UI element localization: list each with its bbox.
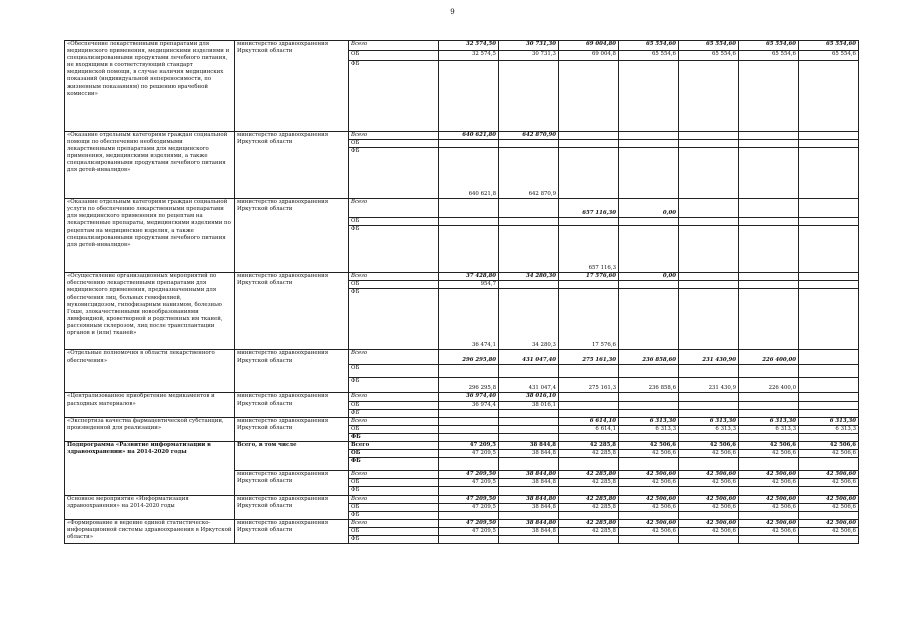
cell: 42 506,60 (679, 495, 739, 503)
cell: 42 285,8 (559, 450, 619, 458)
cell: 38 016,1 (499, 401, 559, 409)
executor: министерство здравоохранения Иркутской области (235, 199, 349, 273)
activity-name: «Оказание отдельным категориям граждан социальной услуги по обеспечению лекарственными препаратами для медицинского применения по рецептам на лекарственные препараты, медицинскими изделиями по рецептам на медицинские изделия, а также специализированными продуктами лечебного питания для детей-инвалидов» (65, 199, 235, 273)
source-label: ОБ (349, 450, 439, 458)
cell: 65 554,6 (799, 51, 859, 61)
cell: 42 506,6 (679, 503, 739, 511)
cell: 0,00 (619, 273, 679, 281)
subprogram-name: Подпрограмма «Развитие информатизации в здравоохранении» на 2014-2020 годы (65, 442, 235, 495)
source-label: ФБ (349, 511, 439, 519)
cell: 65 554,60 (799, 41, 859, 51)
cell: 47 209,50 (439, 471, 499, 479)
cell: 42 506,6 (619, 479, 679, 487)
table-row (65, 199, 859, 218)
cell: 236 858,60 (619, 350, 679, 365)
cell: 32 574,50 (439, 41, 499, 51)
cell: 42 506,6 (739, 503, 799, 511)
table-row (65, 132, 859, 140)
cell: 38 844,80 (499, 495, 559, 503)
cell: 47 209,5 (439, 503, 499, 511)
cell: 42 506,60 (619, 495, 679, 503)
cell: 42 506,60 (679, 519, 739, 527)
cell: 47 209,5 (439, 527, 499, 535)
activity-name: «Обеспечение лекарственными препаратами для медицинского применения, медицинскими изделиями и специализированными продуктами лечебного питания, не входящими в соответствующий стандарт медицинской помощи, в случае наличия медицинских показаний (индивидуальной непереносимости, по жизненным показаниям) по решению врачебной комиссии» (65, 41, 235, 132)
activity-name: «Оказание отдельным категориям граждан социальной помощи по обеспечению необходимыми лекарственными препаратами для медицинского применения, медицинскими изделиями, а также специализированными продуктами лечебного питания для детей-инвалидов» (65, 132, 235, 199)
cell: 42 506,6 (799, 503, 859, 511)
cell: 42 506,6 (799, 450, 859, 458)
cell: 34 280,30 (499, 273, 559, 281)
cell: 42 285,80 (559, 471, 619, 479)
cell: 6 614,1 (559, 425, 619, 433)
cell: 226 400,00 (739, 350, 799, 365)
cell: 42 506,6 (799, 479, 859, 487)
executor: министерство здравоохранения Иркутской области (235, 471, 349, 495)
cell: 6 313,3 (619, 425, 679, 433)
cell: 42 506,60 (739, 471, 799, 479)
source-label: Всего (349, 132, 439, 140)
cell: 30 731,3 (499, 51, 559, 61)
table-row (65, 393, 859, 401)
cell: 47 209,50 (439, 495, 499, 503)
executor: министерство здравоохранения Иркутской области (235, 519, 349, 543)
source-label: ФБ (349, 289, 439, 350)
activity-name: «Экспертиза качества фармацевтической субстанции, произведенной для реализации» (65, 417, 235, 441)
cell: 65 554,6 (619, 51, 679, 61)
source-label: ОБ (349, 140, 439, 148)
cell: 47 209,5 (439, 450, 499, 458)
cell: 42 506,6 (619, 527, 679, 535)
cell: 642 870,90 (499, 132, 559, 140)
source-label: Всего (349, 273, 439, 281)
cell: 38 844,80 (499, 519, 559, 527)
cell: 32 574,5 (439, 51, 499, 61)
source-label: ФБ (349, 61, 439, 132)
cell: 42 506,60 (799, 495, 859, 503)
table-row (65, 442, 859, 450)
cell: 42 506,60 (739, 519, 799, 527)
cell: 17 576,6 (559, 289, 619, 350)
source-label: ФБ (349, 226, 439, 273)
source-label: ОБ (349, 527, 439, 535)
cell: 6 614,10 (559, 417, 619, 425)
cell: 38 844,8 (499, 527, 559, 535)
cell: 42 285,8 (559, 527, 619, 535)
cell: 640 621,8 (439, 148, 499, 199)
cell: 42 506,6 (679, 450, 739, 458)
cell: 38 844,80 (499, 471, 559, 479)
cell: 65 554,60 (739, 41, 799, 51)
cell: 38 844,8 (499, 479, 559, 487)
activity-name: «Формирование и ведение единой статистическо-информационной системы здравоохранения в Иркутской области» (65, 519, 235, 543)
cell: 0,00 (619, 199, 679, 218)
cell: 42 285,80 (559, 519, 619, 527)
source-label: Всего (349, 495, 439, 503)
cell: 275 161,30 (559, 350, 619, 365)
cell: 42 285,8 (559, 503, 619, 511)
cell: 657 116,30 (559, 199, 619, 218)
table-row (65, 417, 859, 425)
cell: 30 731,30 (499, 41, 559, 51)
cell: 42 506,6 (799, 527, 859, 535)
source-label: ФБ (349, 378, 439, 393)
source-label: ОБ (349, 218, 439, 226)
source-label: ФБ (349, 458, 439, 471)
cell: 17 576,60 (559, 273, 619, 281)
cell: 6 313,3 (799, 425, 859, 433)
cell: 236 858,6 (619, 378, 679, 393)
activity-name: «Осуществление организационных мероприятий по обеспечению лекарственными препаратами для медицинского применения, предназначенными для обеспечения лиц, больных гемофилией, муковисцидозом, гипофизарным нанизмом, болезнью Гоше, злокачественными новообразованиями лимфоидной, кроветворной и родственных им тканей, рассеянным склерозом, лиц после трансплантации органов и (или) тканей» (65, 273, 235, 350)
source-label: Всего (349, 350, 439, 365)
executor: министерство здравоохранения Иркутской области (235, 273, 349, 350)
executor: Всего, в том числе (235, 442, 349, 471)
cell: 38 844,8 (499, 503, 559, 511)
cell: 38 844,8 (499, 442, 559, 450)
cell: 42 506,6 (739, 442, 799, 450)
cell: 42 285,80 (559, 495, 619, 503)
cell: 42 506,60 (799, 519, 859, 527)
cell: 42 506,6 (619, 503, 679, 511)
cell: 65 554,60 (619, 41, 679, 51)
cell: 69 004,80 (559, 41, 619, 51)
cell: 65 554,60 (679, 41, 739, 51)
cell: 6 313,30 (619, 417, 679, 425)
source-label: Всего (349, 393, 439, 401)
cell: 42 506,60 (619, 471, 679, 479)
source-label: ОБ (349, 425, 439, 433)
cell: 36 974,4 (439, 401, 499, 409)
cell: 38 844,8 (499, 450, 559, 458)
cell: 6 313,30 (739, 417, 799, 425)
source-label: Всего (349, 41, 439, 51)
source-label: ОБ (349, 503, 439, 511)
cell: 6 313,3 (679, 425, 739, 433)
source-label: Всего (349, 519, 439, 527)
cell: 275 161,3 (559, 378, 619, 393)
cell: 42 506,6 (619, 442, 679, 450)
source-label: ОБ (349, 51, 439, 61)
cell: 42 285,8 (559, 442, 619, 450)
cell: 954,7 (439, 281, 499, 289)
source-label: Всего (349, 471, 439, 479)
cell: 6 313,30 (679, 417, 739, 425)
source-label: ОБ (349, 479, 439, 487)
source-label: Всего (349, 199, 439, 218)
cell: 42 506,6 (679, 442, 739, 450)
cell: 6 313,3 (739, 425, 799, 433)
cell: 296 295,80 (439, 350, 499, 365)
source-label: ОБ (349, 401, 439, 409)
source-label: Всего (349, 442, 439, 450)
cell: 231 430,9 (679, 378, 739, 393)
cell: 657 116,3 (559, 226, 619, 273)
table-row (65, 41, 859, 51)
executor: министерство здравоохранения Иркутской области (235, 417, 349, 441)
cell: 42 506,6 (679, 527, 739, 535)
cell: 42 285,8 (559, 479, 619, 487)
cell: 65 554,6 (679, 51, 739, 61)
table-row (65, 350, 859, 365)
cell: 42 506,6 (739, 450, 799, 458)
cell: 47 209,5 (439, 442, 499, 450)
cell: 231 430,90 (679, 350, 739, 365)
cell: 642 870,9 (499, 148, 559, 199)
page-number: 9 (450, 8, 455, 16)
cell: 42 506,60 (679, 471, 739, 479)
cell: 37 428,80 (439, 273, 499, 281)
table-row (65, 273, 859, 281)
source-label: ФБ (349, 487, 439, 495)
source-label: ФБ (349, 535, 439, 543)
cell: 36 474,1 (439, 289, 499, 350)
source-label: Всего (349, 417, 439, 425)
cell: 296 295,8 (439, 378, 499, 393)
activity-name: «Отдельные полномочия в области лекарственного обеспечения» (65, 350, 235, 393)
cell: 34 280,3 (499, 289, 559, 350)
cell: 431 047,40 (499, 350, 559, 365)
cell: 42 506,6 (739, 527, 799, 535)
cell: 47 209,5 (439, 479, 499, 487)
cell: 6 313,30 (799, 417, 859, 425)
cell: 42 506,6 (619, 450, 679, 458)
activity-name: «Централизованное приобретение медикаментов и расходных материалов» (65, 393, 235, 417)
cell: 42 506,60 (619, 519, 679, 527)
budget-table (64, 40, 859, 544)
cell: 65 554,6 (739, 51, 799, 61)
cell: 36 974,40 (439, 393, 499, 401)
cell: 42 506,6 (739, 479, 799, 487)
source-label: ФБ (349, 409, 439, 417)
cell: 42 506,60 (739, 495, 799, 503)
executor: министерство здравоохранения Иркутской области (235, 495, 349, 519)
cell: 42 506,60 (799, 471, 859, 479)
source-label: ФБ (349, 433, 439, 441)
cell: 42 506,6 (679, 479, 739, 487)
cell: 38 016,10 (499, 393, 559, 401)
source-label: ОБ (349, 281, 439, 289)
cell: 431 047,4 (499, 378, 559, 393)
executor: министерство здравоохранения Иркутской области (235, 41, 349, 132)
table-row (65, 495, 859, 503)
cell: 226 400,0 (739, 378, 799, 393)
executor: министерство здравоохранения Иркутской области (235, 132, 349, 199)
cell: 42 506,6 (799, 442, 859, 450)
activity-name: Основное мероприятие «Информатизация здравоохранения» на 2014-2020 годы (65, 495, 235, 519)
source-label: ФБ (349, 148, 439, 199)
cell: 47 209,50 (439, 519, 499, 527)
executor: министерство здравоохранения Иркутской области (235, 350, 349, 393)
source-label: ОБ (349, 365, 439, 378)
table-row (65, 519, 859, 527)
cell: 69 004,8 (559, 51, 619, 61)
cell: 640 621,80 (439, 132, 499, 140)
executor: министерство здравоохранения Иркутской области (235, 393, 349, 417)
